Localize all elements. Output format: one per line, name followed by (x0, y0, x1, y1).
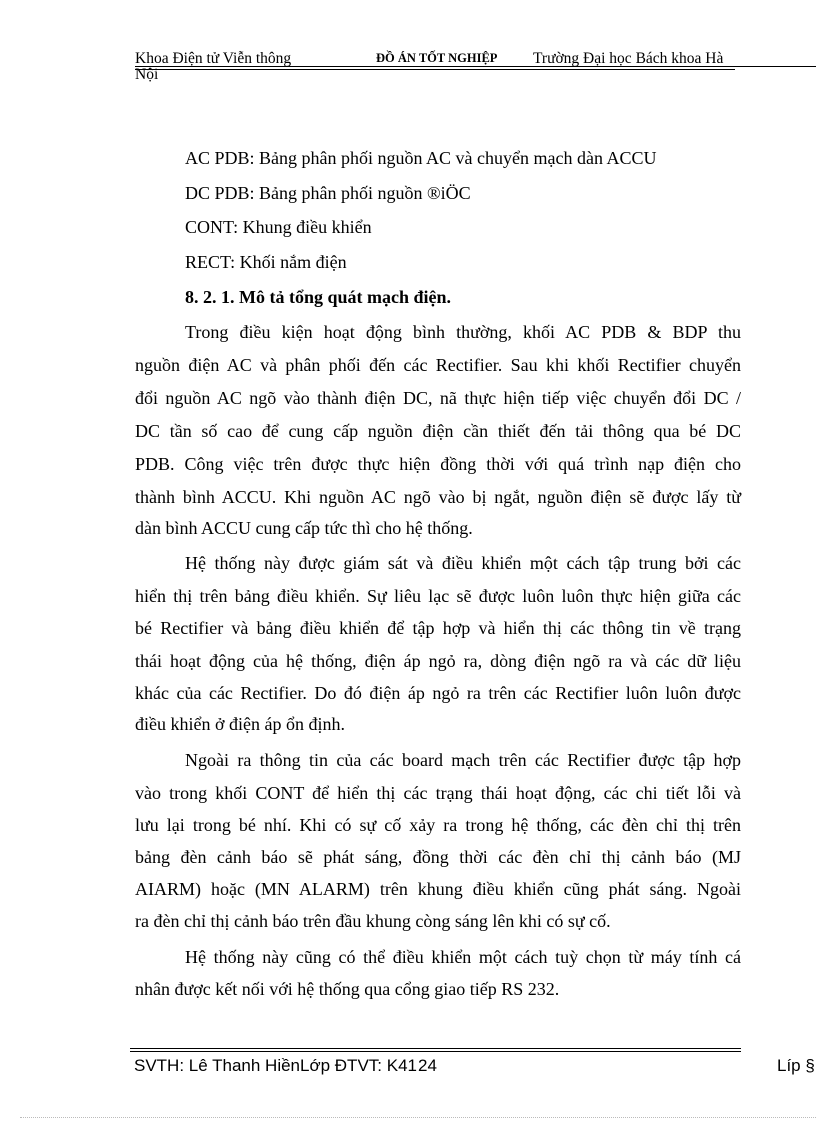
paragraph-line: lưu lại trong bé nhí. Khi có sự cố xảy ra trong hệ thống, các đèn chỉ thị trên (135, 815, 741, 835)
paragraph-line: AIARM) hoặc (MN ALARM) trên khung điều khiển cũng phát sáng. Ngoài (135, 879, 741, 899)
paragraph-line: điều khiển ở điện áp ổn định. (135, 714, 345, 734)
paragraph-line: Ngoài ra thông tin của các board mạch trên các Rectifier được tập hợp (185, 750, 741, 770)
header-document-type: ĐỒ ÁN TỐT NGHIỆP (376, 51, 498, 65)
paragraph-line: Trong điều kiện hoạt động bình thường, khối AC PDB & BDP thu (185, 322, 741, 342)
footer-rule (130, 1048, 741, 1049)
header-rule-2 (135, 69, 735, 70)
paragraph-line: thái hoạt động của hệ thống, điện áp ngỏ ra, dòng điện ngõ ra và các dữ liệu (135, 651, 741, 671)
paragraph-line: đổi nguồn AC ngõ vào thành điện DC, nã thực hiện tiếp việc chuyển đổi DC / (135, 388, 741, 408)
paragraph-line: dàn bình ACCU cung cấp tức thì cho hệ thống. (135, 518, 473, 538)
paragraph-line: bảng đèn cảnh báo sẽ phát sáng, đồng thời các đèn chỉ thị cảnh báo (MJ (135, 847, 741, 867)
intro-line: CONT: Khung điều khiển (185, 217, 372, 237)
footer-rule-2 (130, 1051, 741, 1052)
page-bottom-border (20, 1117, 816, 1118)
footer-student-info: SVTH: Lê Thanh HiềnLớp ĐTVT: K41 (134, 1056, 417, 1075)
intro-line: AC PDB: Bảng phân phối nguồn AC và chuyển mạch dàn ACCU (185, 148, 657, 168)
intro-line: RECT: Khối nắm điện (185, 252, 347, 272)
header-university: Trường Đại học Bách khoa Hà (533, 50, 724, 67)
section-heading: 8. 2. 1. Mô tả tổng quát mạch điện. (185, 287, 452, 307)
paragraph-line: thành bình ACCU. Khi nguồn AC ngõ vào bị ngắt, nguồn điện sẽ được lấy từ (135, 487, 741, 507)
paragraph-line: Hệ thống này được giám sát và điều khiển một cách tập trung bởi các (185, 553, 741, 573)
page-number: 24 (418, 1056, 437, 1075)
paragraph-line: khác của các Rectifier. Do đó điện áp ngỏ ra trên các Rectifier luôn luôn được (135, 683, 741, 703)
paragraph-line: hiển thị trên bảng điều khiển. Sự liêu lạc sẽ được luôn luôn thực hiện giữa các (135, 586, 741, 606)
header-university-continuation: Nội (135, 66, 159, 83)
footer-class-label: Líp § (777, 1056, 815, 1075)
paragraph-line: PDB. Công việc trên được thực hiện đồng thời với quá trình nạp điện cho (135, 454, 741, 474)
paragraph-line: Hệ thống này cũng có thể điều khiển một cách tuỳ chọn từ máy tính cá (185, 947, 741, 967)
paragraph-line: bé Rectifier và bảng điều khiển để tập hợp và hiển thị các thông tin về trạng (135, 618, 741, 638)
paragraph-line: DC tần số cao để cung cấp nguồn điện cần thiết đến tải thông qua bé DC (135, 421, 741, 441)
header-rule (135, 66, 816, 67)
intro-line: DC PDB: Bảng phân phối nguồn ®iÖC (185, 183, 471, 203)
paragraph-line: ra đèn chỉ thị cảnh báo trên đầu khung còng sáng lên khi có sự cố. (135, 911, 611, 931)
paragraph-line: vào trong khối CONT để hiển thị các trạng thái hoạt động, các chi tiết lỗi và (135, 783, 741, 803)
paragraph-line: nhân được kết nối với hệ thống qua cổng giao tiếp RS 232. (135, 979, 560, 999)
header-faculty: Khoa Điện tử Viễn thông (135, 50, 292, 67)
paragraph-line: nguồn điện AC và phân phối đến các Rectifier. Sau khi khối Rectifier chuyển (135, 355, 741, 375)
